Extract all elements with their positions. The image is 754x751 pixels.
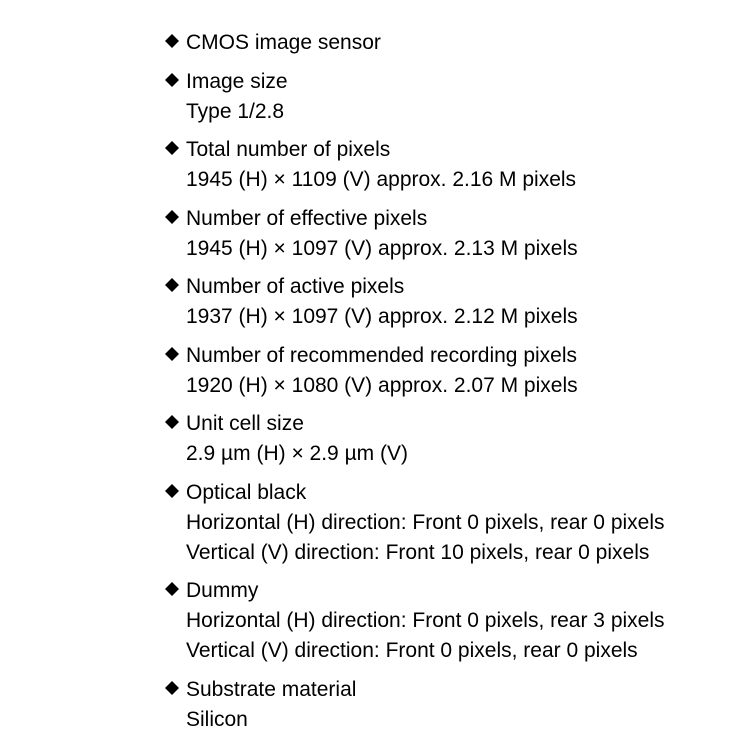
spec-title: Optical black: [186, 480, 307, 504]
black-diamond-icon: [165, 415, 179, 429]
spec-item-image-size: [164, 67, 665, 127]
black-diamond-icon: [165, 347, 179, 361]
spec-value: 1937 (H) × 1097 (V) approx. 2.12 M pixels: [186, 305, 578, 328]
spec-value: Horizontal (H) direction: Front 0 pixels, rear 3 pixels: [186, 609, 665, 632]
black-diamond-icon: [165, 681, 179, 695]
spec-value: 2.9 µm (H) × 2.9 µm (V): [186, 442, 408, 465]
spec-title: Image size: [186, 69, 288, 93]
spec-title: CMOS image sensor: [186, 31, 381, 54]
spec-title: Number of recommended recording pixels: [186, 343, 578, 367]
spec-title: Unit cell size: [186, 412, 304, 435]
spec-title: Total number of pixels: [186, 138, 391, 161]
spec-item-unit-cell-size: [164, 409, 665, 469]
spec-title: Number of effective pixels: [186, 206, 428, 230]
spec-title: Substrate material: [186, 677, 357, 701]
black-diamond-icon: [165, 278, 179, 292]
spec-item-dummy: [164, 576, 665, 666]
spec-item-recommended-recording-pixels: [164, 341, 665, 401]
spec-value: Horizontal (H) direction: Front 0 pixels, rear 0 pixels: [186, 510, 665, 534]
spec-item-effective-pixels: [164, 204, 665, 264]
black-diamond-icon: [165, 141, 179, 155]
black-diamond-icon: [165, 582, 179, 596]
spec-value: 1945 (H) × 1109 (V) approx. 2.16 M pixels: [186, 168, 577, 191]
black-diamond-icon: [165, 34, 179, 48]
spec-item-cmos-image-sensor: [164, 28, 665, 58]
spec-value: Silicon: [186, 707, 248, 731]
black-diamond-icon: [165, 73, 179, 87]
spec-list: [164, 28, 665, 743]
spec-value: 1945 (H) × 1097 (V) approx. 2.13 M pixels: [186, 236, 578, 260]
spec-item-substrate-material: [164, 675, 665, 735]
spec-item-optical-black: [164, 478, 665, 568]
black-diamond-icon: [165, 484, 179, 498]
spec-title: Dummy: [186, 579, 259, 602]
spec-item-total-pixels: [164, 135, 665, 195]
black-diamond-icon: [165, 210, 179, 224]
spec-value: Vertical (V) direction: Front 10 pixels, rear 0 pixels: [186, 540, 650, 564]
spec-item-active-pixels: [164, 272, 665, 332]
spec-title: Number of active pixels: [186, 275, 405, 298]
spec-value: Type 1/2.8: [186, 99, 285, 123]
spec-value: Vertical (V) direction: Front 0 pixels, rear 0 pixels: [186, 639, 638, 662]
spec-value: 1920 (H) × 1080 (V) approx. 2.07 M pixels: [186, 373, 578, 397]
